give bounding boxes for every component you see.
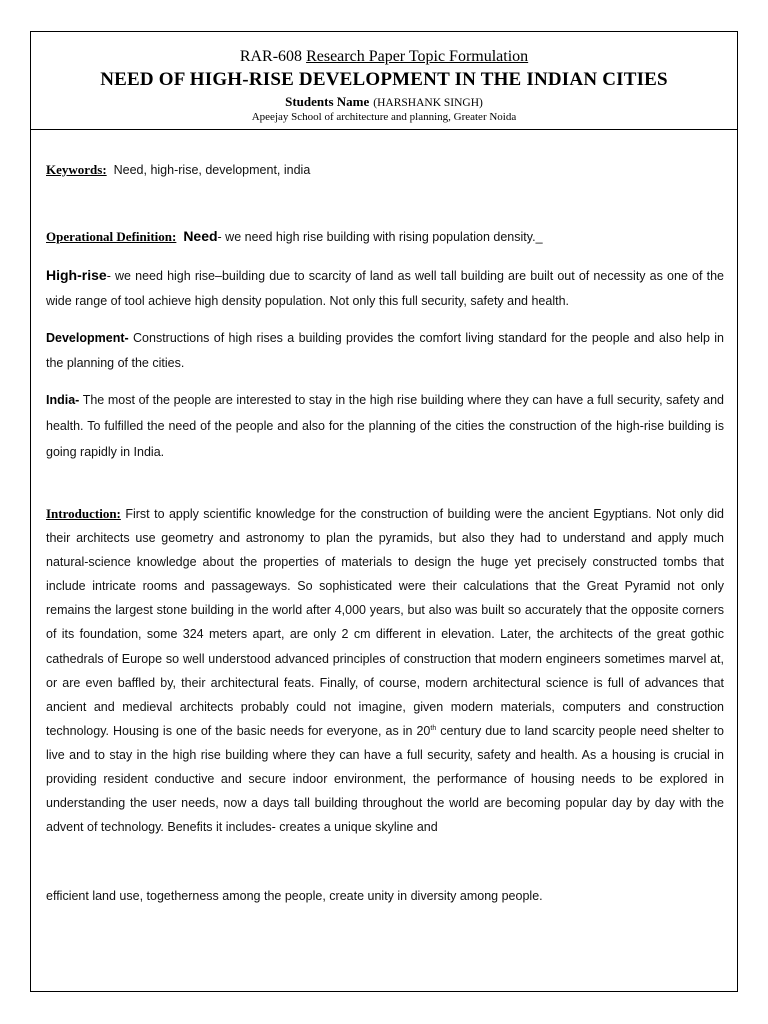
- operational-definition-label: Operational Definition:: [46, 229, 177, 244]
- title-block: [31, 32, 737, 130]
- keywords-label: Keywords:: [46, 162, 107, 177]
- definition-term: India-: [46, 393, 80, 407]
- student-line: [31, 94, 737, 111]
- introduction-text-continued: century due to land scarcity people need shelter to live and to stay in the high rise building where they can have a full security, safety and health. As a housing is crucial in providing resident conductive and secure indoor environment, the performance of housing needs to be explored in understanding the user needs, now a days tall building throughout the world are becoming popular day by day with the advent of technology. Benefits it includes- creates a unique skyline and: [46, 723, 724, 835]
- introduction-label: Introduction:: [46, 506, 121, 521]
- definition-text: Constructions of high rises a building provides the comfort living standard for the people and also help in the planning of the cities.: [46, 331, 724, 370]
- school-name: Apeejay School of architecture and planning, Greater Noida: [251, 111, 517, 123]
- keywords-paragraph: [46, 161, 724, 179]
- definition-term: Development-: [46, 331, 129, 345]
- course-code: RAR-608: [239, 48, 303, 65]
- paper-title: NEED OF HIGH-RISE DEVELOPMENT IN THE INDIAN CITIES: [100, 69, 668, 90]
- page-frame: [30, 31, 738, 992]
- introduction-paragraph: [46, 502, 724, 839]
- ordinal-suffix: th: [430, 724, 437, 732]
- student-label: Students Name: [285, 94, 370, 109]
- introduction-text: First to apply scientific knowledge for the construction of building were the ancient Egyptians. Not only did their architects use geometry and astronomy to plan the pyramids, but also they had to understand and apply much natural-science knowledge about the properties of materials to design the huge yet precisely constructed tombs that include intricate rooms and passageways. So sophisticated were their calculations that the Great Pyramid not only remains the largest stone building in the world after 4,000 years, but also was built so accurately that the opposite corners of its foundation, some 324 meters apart, are only 2 cm different in elevation. Later, the architects of the great gothic cathedrals of Europe so well understood advanced principles of construction that modern engineers sometimes marvel at, or are even baffled by, their architectural feats. Finally, of course, modern architectural science is full of advances that ancient and medieval architects probably could not imagine, given modern materials, computers and construction technology. Housing is one of the basic needs for everyone, as in 20: [46, 507, 724, 738]
- need-trailing: _: [535, 230, 543, 244]
- need-term: Need: [183, 228, 218, 244]
- keywords-text: Need, high-rise, development, india: [113, 163, 311, 177]
- definition-text: - we need high rise–building due to scarcity of land as well tall building are built out of necessity as one of the wide range of tool achieve high density population. Not only this full security, safety and health.: [46, 269, 724, 308]
- definition-india: [46, 387, 724, 465]
- definition-development: [46, 326, 724, 376]
- introduction-last-line: efficient land use, togetherness among the people, create unity in diversity among people.: [46, 889, 543, 903]
- definition-text: The most of the people are interested to stay in the high rise building where they can have a full security, safety and health. To fulfilled the need of the people and also for the planning of the cities the construction of the high-rise building is going rapidly in India.: [46, 393, 724, 459]
- operational-definition-paragraph: [46, 226, 724, 247]
- course-title: Research Paper Topic Formulation: [306, 48, 529, 65]
- definition-high-rise: [46, 263, 724, 314]
- course-line: [31, 47, 737, 67]
- definition-term: High-rise: [46, 267, 107, 283]
- need-text: - we need high rise building with rising population density.: [217, 230, 536, 244]
- student-name: (HARSHANK SINGH): [373, 97, 483, 109]
